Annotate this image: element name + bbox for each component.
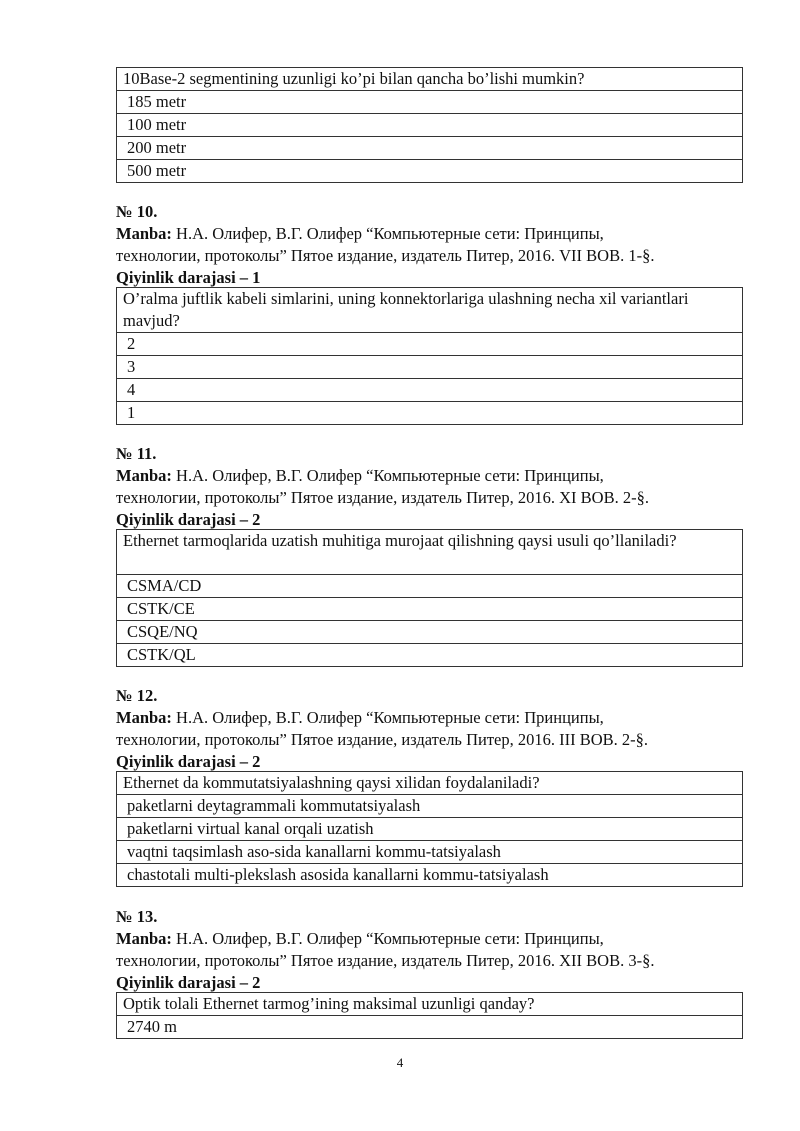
answer-option: CSMA/CD	[117, 574, 742, 597]
answer-option: 185 metr	[117, 90, 742, 113]
answer-option: 1	[117, 401, 742, 424]
question-table-12	[116, 771, 743, 887]
question-text: Ethernet tarmoqlarida uzatish muhitiga murojaat qilishning qaysi usuli qo’llaniladi?	[123, 531, 677, 550]
source-text: Н.А. Олифер, В.Г. Олифер “Компьютерные сети: Принципы,	[176, 466, 604, 485]
source-text: Н.А. Олифер, В.Г. Олифер “Компьютерные сети: Принципы,	[176, 224, 604, 243]
answer-option: 2	[117, 332, 742, 355]
question-header-10	[116, 201, 756, 289]
question-table-11	[116, 529, 743, 667]
answer-option: CSQE/NQ	[117, 620, 742, 643]
answer-option: vaqtni taqsimlash aso-sida kanallarni kommu-tatsiyalash	[117, 840, 742, 863]
question-header-11	[116, 443, 756, 531]
answer-option: 2740 m	[117, 1015, 742, 1038]
difficulty-level: Qiyinlik darajasi – 2	[116, 973, 261, 992]
question-text: Ethernet da kommutatsiyalashning qaysi xilidan foydalaniladi?	[123, 773, 540, 792]
answer-option: paketlarni deytagrammali kommutatsiyalash	[117, 794, 742, 817]
source-label: Manba:	[116, 224, 172, 243]
question-header-13	[116, 906, 756, 994]
page-number: 4	[396, 1055, 404, 1070]
source-line-2: технологии, протоколы” Пятое издание, издатель Питер, 2016. XI BOB. 2-§.	[116, 488, 649, 507]
source-line-2: технологии, протоколы” Пятое издание, издатель Питер, 2016. XII BOB. 3-§.	[116, 951, 655, 970]
question-text: Optik tolali Ethernet tarmog’ining maksimal uzunligi qanday?	[123, 994, 535, 1013]
answer-option: chastotali multi-plekslash asosida kanallarni kommu-tatsiyalash	[117, 863, 742, 886]
source-label: Manba:	[116, 466, 172, 485]
source-text: Н.А. Олифер, В.Г. Олифер “Компьютерные сети: Принципы,	[176, 929, 604, 948]
answer-option: 4	[117, 378, 742, 401]
difficulty-level: Qiyinlik darajasi – 2	[116, 510, 261, 529]
source-line-2: технологии, протоколы” Пятое издание, издатель Питер, 2016. VII BOB. 1-§.	[116, 246, 655, 265]
answer-option: CSTK/QL	[117, 643, 742, 666]
question-header-12	[116, 685, 756, 773]
answer-option: 200 metr	[117, 136, 742, 159]
source-line	[116, 928, 756, 950]
source-label: Manba:	[116, 929, 172, 948]
question-table-9	[116, 67, 743, 183]
question-number: № 13.	[116, 907, 158, 926]
source-text: Н.А. Олифер, В.Г. Олифер “Компьютерные сети: Принципы,	[176, 708, 604, 727]
source-line	[116, 223, 756, 245]
source-line	[116, 707, 756, 729]
question-number: № 12.	[116, 686, 158, 705]
question-table-13	[116, 992, 743, 1039]
question-number: № 10.	[116, 202, 158, 221]
answer-option: paketlarni virtual kanal orqali uzatish	[117, 817, 742, 840]
answer-option: CSTK/CE	[117, 597, 742, 620]
question-text: O’ralma juftlik kabeli simlarini, uning konnektorlariga ulashning necha xil variantlari mavjud?	[123, 289, 689, 330]
difficulty-level: Qiyinlik darajasi – 2	[116, 752, 261, 771]
answer-option: 500 metr	[117, 159, 742, 182]
question-table-10	[116, 287, 743, 425]
question-number: № 11.	[116, 444, 157, 463]
source-line-2: технологии, протоколы” Пятое издание, издатель Питер, 2016. III BOB. 2-§.	[116, 730, 649, 749]
source-line	[116, 465, 756, 487]
answer-option: 100 metr	[117, 113, 742, 136]
question-text: 10Base-2 segmentining uzunligi ko’pi bilan qancha bo’lishi mumkin?	[123, 69, 585, 88]
source-label: Manba:	[116, 708, 172, 727]
difficulty-level: Qiyinlik darajasi – 1	[116, 268, 261, 287]
answer-option: 3	[117, 355, 742, 378]
